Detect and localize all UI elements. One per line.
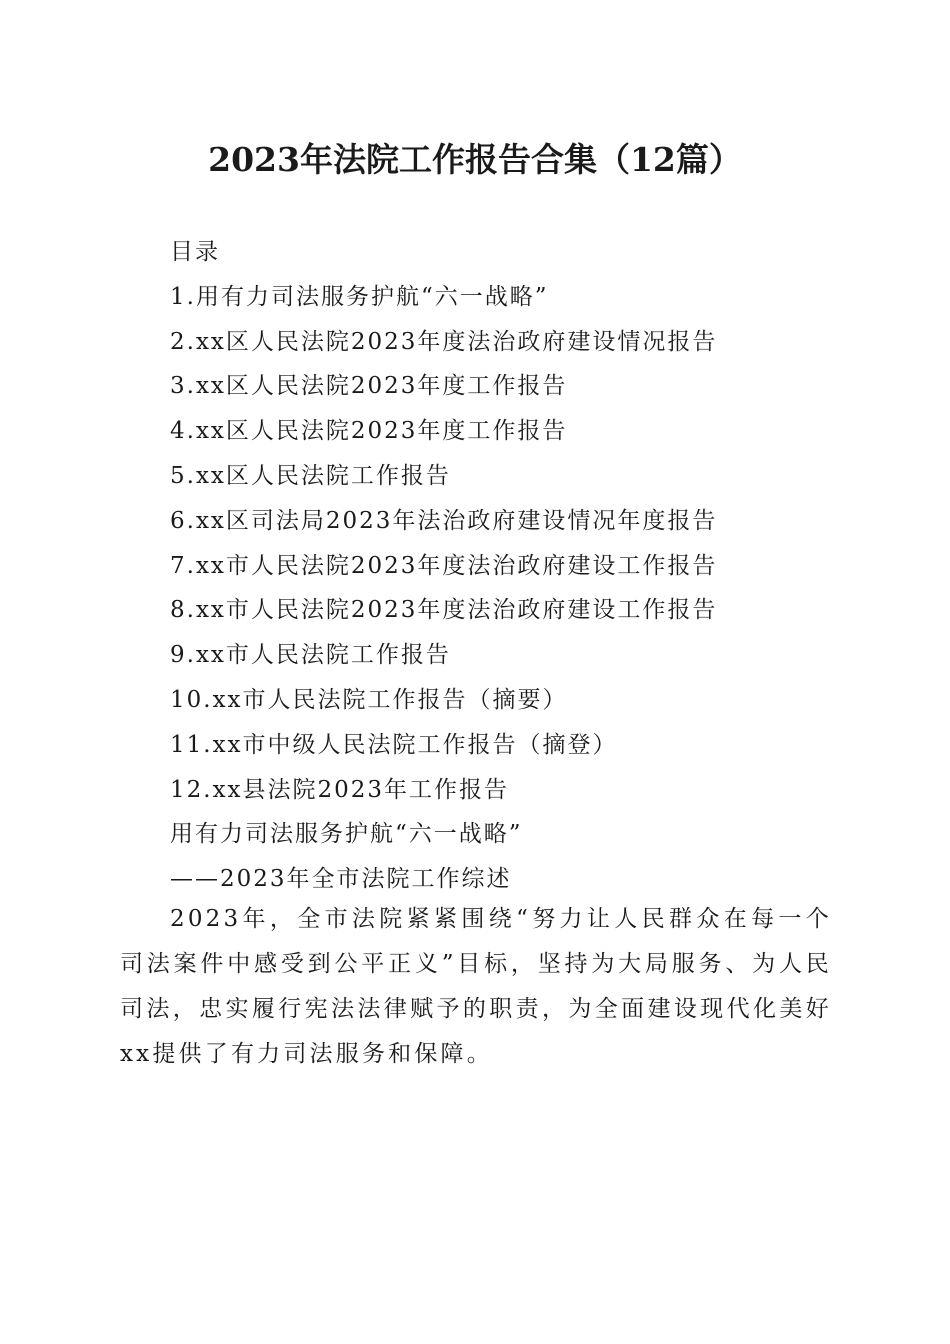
toc-item[interactable]: 7.xx市人民法院2023年度法治政府建设工作报告 bbox=[170, 552, 718, 579]
document-title: 2023年法院工作报告合集（12篇） bbox=[208, 140, 742, 179]
toc-item[interactable]: 9.xx市人民法院工作报告 bbox=[170, 642, 451, 669]
table-of-contents bbox=[170, 230, 870, 902]
toc-item[interactable]: 8.xx市人民法院2023年度法治政府建设工作报告 bbox=[170, 597, 718, 624]
toc-item[interactable]: 2.xx区人民法院2023年度法治政府建设情况报告 bbox=[170, 328, 718, 355]
toc-item[interactable]: 3.xx区人民法院2023年度工作报告 bbox=[170, 373, 568, 400]
toc-heading: 目录 bbox=[170, 239, 220, 265]
section-subtitle: ——2023年全市法院工作综述 bbox=[170, 866, 512, 893]
body-paragraph: 2023年，全市法院紧紧围绕“努力让人民群众在每一个司法案件中感受到公平正义”目标，坚持为大局服务、为人民司法，忠实履行宪法法律赋予的职责，为全面建设现代化美好xx提供了有力司法服务和保障。 bbox=[120, 906, 832, 1067]
toc-item[interactable]: 10.xx市人民法院工作报告（摘要） bbox=[170, 686, 568, 713]
toc-item[interactable]: 11.xx市中级人民法院工作报告（摘登） bbox=[170, 731, 618, 758]
toc-item[interactable]: 12.xx县法院2023年工作报告 bbox=[170, 776, 510, 803]
toc-item[interactable]: 5.xx区人民法院工作报告 bbox=[170, 462, 451, 489]
section-title: 用有力司法服务护航“六一战略” bbox=[170, 821, 523, 848]
toc-item[interactable]: 1.用有力司法服务护航“六一战略” bbox=[170, 283, 549, 310]
toc-item[interactable]: 4.xx区人民法院2023年度工作报告 bbox=[170, 418, 568, 445]
toc-item[interactable]: 6.xx区司法局2023年法治政府建设情况年度报告 bbox=[170, 507, 718, 534]
